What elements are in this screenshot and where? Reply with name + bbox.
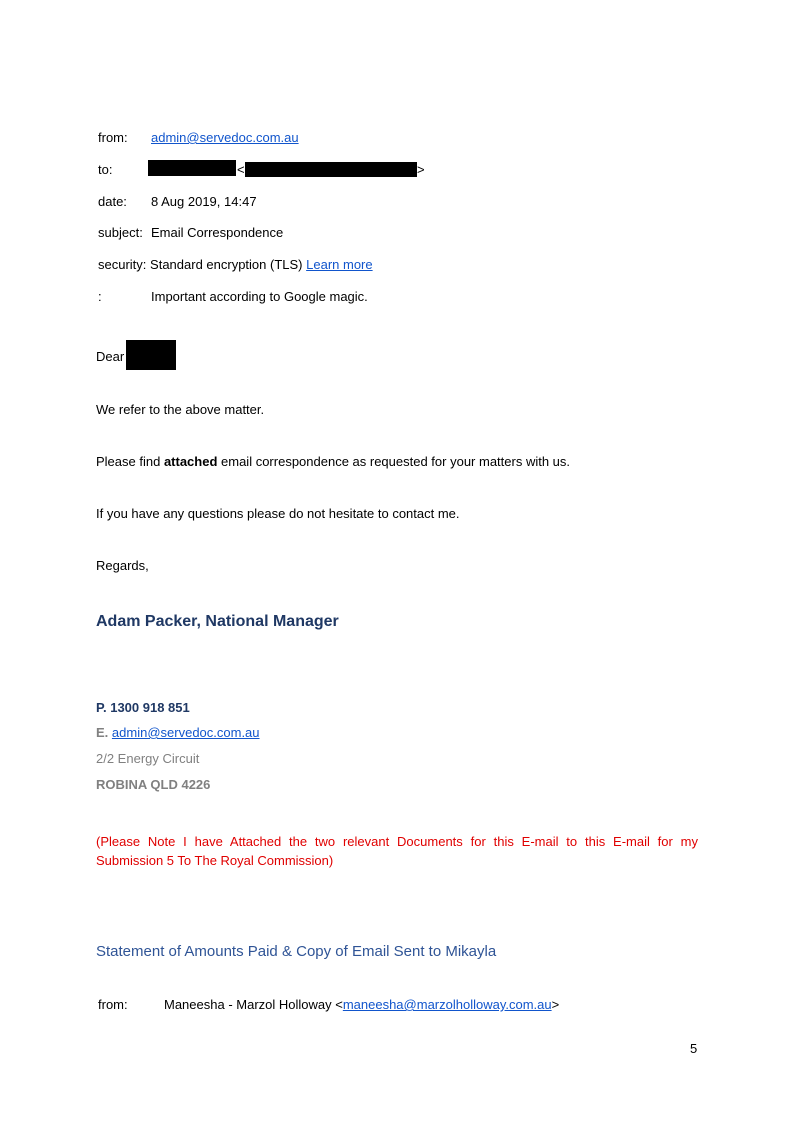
security-row <box>98 257 373 272</box>
signature-email-prefix: E. <box>96 725 109 740</box>
redaction-box <box>148 160 236 176</box>
body-line-1: We refer to the above matter. <box>96 402 265 417</box>
to-lt: < <box>237 162 245 177</box>
submission-note: (Please Note I have Attached the two relevant Documents for this E-mail to this E-mail for my Submission 5 To The Royal Commission) <box>96 834 698 868</box>
redaction-box <box>126 340 176 370</box>
redaction-box <box>245 162 417 177</box>
importance-label: : <box>98 289 102 304</box>
date-row <box>98 194 257 209</box>
body-line-2-pre: Please find <box>96 454 164 469</box>
to-row <box>98 162 112 177</box>
signature-name: Adam Packer, National Manager <box>96 613 339 630</box>
importance-row <box>98 289 368 304</box>
signature-email-link[interactable]: admin@servedoc.com.au <box>111 725 260 740</box>
security-value: Standard encryption (TLS) <box>150 257 303 272</box>
signature-email-row <box>96 725 260 740</box>
from-label: from: <box>98 130 128 145</box>
date-value: 8 Aug 2019, 14:47 <box>151 194 257 209</box>
greeting: Dear <box>96 349 125 364</box>
from-row <box>98 130 299 145</box>
security-label: security: <box>98 257 147 272</box>
from-name-2: Maneesha - Marzol Holloway < <box>164 997 343 1012</box>
signature-address-2: ROBINA QLD 4226 <box>96 777 211 792</box>
learn-more-link[interactable]: Learn more <box>306 257 373 272</box>
from-email-link-2[interactable]: maneesha@marzolholloway.com.au <box>342 997 552 1012</box>
signature-phone: P. 1300 918 851 <box>96 700 190 715</box>
from-label-2: from: <box>98 997 128 1012</box>
from-row-2 <box>98 997 559 1012</box>
subject-value: Email Correspondence <box>151 225 284 240</box>
body-line-2 <box>96 454 570 469</box>
closing: Regards, <box>96 558 149 573</box>
from-close-2: > <box>551 997 560 1012</box>
body-line-3: If you have any questions please do not hesitate to contact me. <box>96 506 460 521</box>
date-label: date: <box>98 194 127 209</box>
body-line-2-post: email correspondence as requested for your matters with us. <box>217 454 571 469</box>
body-line-2-bold: attached <box>163 454 218 469</box>
section-heading: Statement of Amounts Paid & Copy of Email Sent to Mikayla <box>96 943 497 960</box>
page-number: 5 <box>690 1041 698 1056</box>
subject-row <box>98 225 283 240</box>
to-label: to: <box>98 162 113 177</box>
signature-address-1: 2/2 Energy Circuit <box>96 751 200 766</box>
subject-label: subject: <box>98 225 143 240</box>
importance-value: Important according to Google magic. <box>151 289 368 304</box>
from-email-link[interactable]: admin@servedoc.com.au <box>151 130 299 145</box>
to-gt: > <box>417 162 425 177</box>
